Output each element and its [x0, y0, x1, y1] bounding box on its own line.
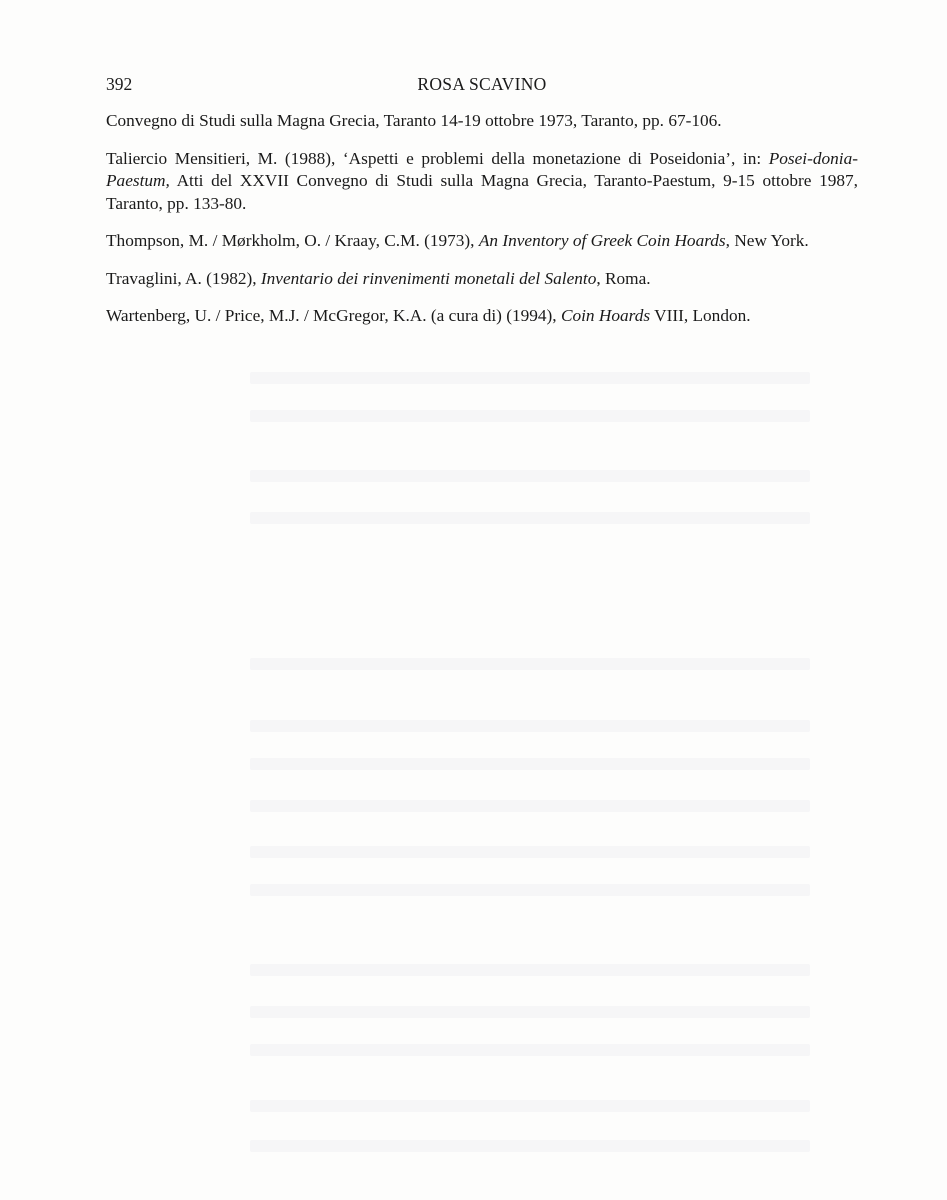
bleed-through-mark — [250, 470, 810, 482]
bleed-through-mark — [250, 758, 810, 770]
bleed-through-mark — [250, 410, 810, 422]
entry-text: Thompson, M. / Mørkholm, O. / Kraay, C.M. (1973), — [106, 231, 479, 250]
bleed-through-mark — [250, 964, 810, 976]
page-header — [106, 74, 858, 98]
bleed-through-mark — [250, 1006, 810, 1018]
entry-text: Taliercio Mensitieri, M. (1988), ‘Aspetti e problemi della monetazione di Poseidonia’, in: — [106, 148, 769, 168]
bleed-through-mark — [250, 846, 810, 858]
bleed-through-mark — [250, 800, 810, 812]
entry-text: Atti del XXVII Convegno di Studi sulla Magna Grecia, Taranto-Paestum, 9-15 ottobre 1987, Taranto, pp. 133-80. — [106, 171, 858, 213]
entry-title-italic: Posei-donia-Paestum, — [106, 148, 858, 190]
bibliography-list — [106, 110, 858, 343]
bleed-through-mark — [250, 372, 810, 384]
running-head: ROSA SCAVINO — [417, 74, 547, 94]
bleed-through-mark — [250, 658, 810, 670]
entry-text: , Roma. — [596, 268, 651, 288]
bibliography-entry — [106, 230, 858, 253]
page-number: 392 — [106, 74, 133, 94]
bleed-through-mark — [250, 512, 810, 524]
bleed-through-mark — [250, 1100, 810, 1112]
entry-text: , New York. — [725, 231, 809, 250]
entry-title-italic: Inventario dei rinvenimenti monetali del Salento — [260, 268, 597, 288]
entry-title-italic: An Inventory of Greek Coin Hoards — [478, 231, 726, 250]
bibliography-entry — [106, 268, 858, 291]
bleed-through-mark — [250, 884, 810, 896]
bleed-through-mark — [250, 720, 810, 732]
entry-text: VIII, London. — [650, 306, 751, 325]
entry-text: Travaglini, A. (1982), — [106, 268, 261, 288]
bleed-through-mark — [250, 1044, 810, 1056]
bibliography-entry — [106, 148, 858, 216]
entry-text: Convegno di Studi sulla Magna Grecia, Taranto 14-19 ottobre 1973, Taranto, pp. 67-106. — [106, 111, 722, 130]
entry-text: Wartenberg, U. / Price, M.J. / McGregor, K.A. (a cura di) (1994), — [106, 306, 561, 325]
bibliography-entry — [106, 110, 858, 133]
bibliography-entry — [106, 305, 858, 328]
bleed-through-mark — [250, 1140, 810, 1152]
entry-title-italic: Coin Hoards — [560, 306, 651, 325]
